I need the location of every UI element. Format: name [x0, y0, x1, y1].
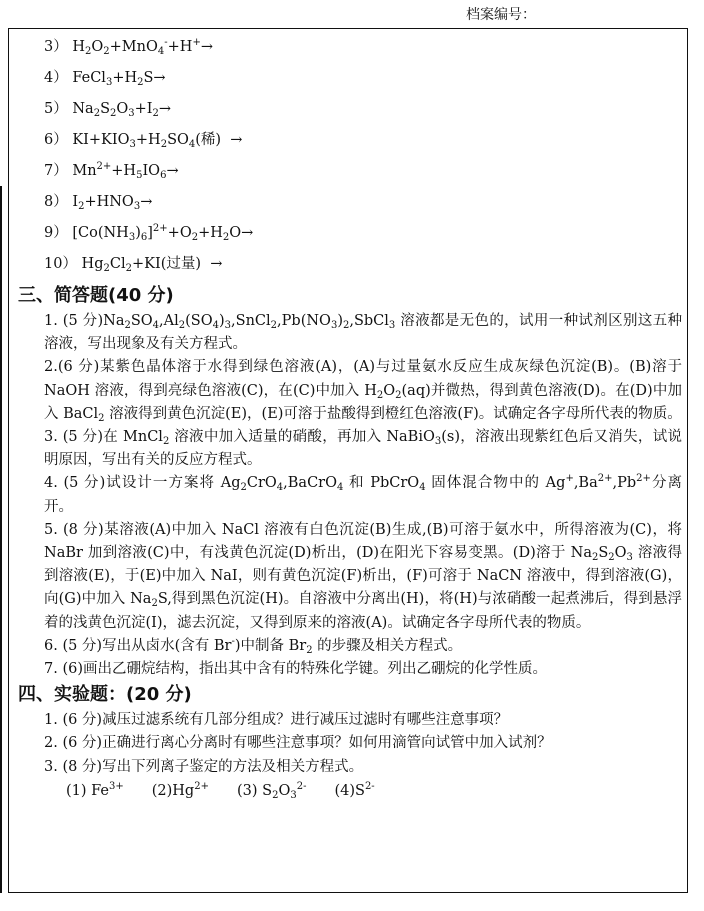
reaction-formula: $FeCl_3+H_2S\to$ [67, 70, 166, 88]
question-item: 1. (6 分)减压过滤系统有几部分组成？进行减压过滤时有哪些注意事项？ [44, 712, 509, 729]
reaction-item [44, 189, 686, 220]
ion-item: $(2)Hg^{2+}$ [151, 780, 209, 799]
question-item: 7. (6)画出乙硼烷结构，指出其中含有的特殊化学键。列出乙硼烷的化学性质。 [44, 661, 547, 678]
reaction-list [18, 34, 686, 282]
reaction-formula: $Na_2S_2O_3+I_2\to$ [67, 101, 172, 119]
reaction-number: 7） [44, 163, 68, 179]
question-item: 5. (8 分)某溶液(A)中加入 NaCl 溶液有白色沉淀(B)生成,(B)可溶于氨水中，所得溶液为(C)，将 NaBr 加到溶液(C)中，有浅黄色沉淀(D)析出，(D)在阳光下容易变黑。(D)溶于 $Na_2S_2O_3$ 溶液得到溶液(E)，于(E)中加入 NaI，则有黄色沉淀(F)析出，(F)可溶于 NaCN 溶液中，得到溶液(G)，向(G)中加入 $Na_2S$,得到黑色沉淀(H)。自溶液中分离出(H)，将(H)与浓硝酸一起煮沸后，得到悬浮着的浅黄色沉淀(I)，滤去沉淀，又得到原来的溶液(A)。试确定各字母所代表的物质。 [44, 521, 682, 631]
reaction-number: 6） [44, 132, 68, 148]
reaction-number: 8） [44, 194, 68, 210]
ion-list [66, 779, 686, 803]
reaction-item [44, 127, 686, 158]
reaction-formula: $[Co(NH_3)_6]^{2+}+O_2+H_2O\to$ [67, 223, 254, 243]
reaction-item [44, 251, 686, 282]
question-item: 2.(6 分)某紫色晶体溶于水得到绿色溶液(A)，(A)与过量氨水反应生成灰绿色沉淀(B)。(B)溶于 NaOH 溶液，得到亮绿色溶液(C)，在(C)中加入 $H_2O_2(aq)$并微热，得到黄色溶液(D)。在(D)中加入 BaCl$_2$ 溶液得到黄色沉淀(E)，(E)可溶于盐酸得到橙红色溶液(F)。试确定各字母所代表的物质。 [44, 359, 683, 424]
reaction-formula: $I_2+HNO_3\to$ [67, 194, 153, 212]
reaction-item [44, 65, 686, 96]
question-item: 2. (6 分)正确进行离心分离时有哪些注意事项？如何用滴管向试管中加入试剂？ [44, 735, 552, 752]
ion-item: $(4)S^{2-}$ [334, 780, 375, 799]
ion-item: (1) $Fe^{3+}$ [66, 780, 124, 799]
short-answer-list [18, 310, 686, 681]
reaction-formula: $H_2O_2+MnO_4^-+H^+\to$ [67, 37, 213, 57]
reaction-item [44, 34, 686, 65]
left-margin-rule [0, 186, 2, 893]
experiment-question-list [18, 709, 686, 779]
question-item: 6. (5 分)写出从卤水(含有 Br-)中制备 $Br_2$ 的步骤及相关方程式。 [44, 635, 463, 656]
section-4-title: 四、实验题：(20 分) [18, 684, 192, 706]
question-item: 1. (5 分)$Na_2SO_4,Al_2(SO_4)_3,SnCl_2,Pb(NO_3)_2,SbCl_3$ 溶液都是无色的，试用一种试剂区别这五种溶液，写出现象及有关方程式。 [44, 313, 682, 353]
section-3-title: 三、简答题(40 分) [18, 285, 174, 306]
archive-number-label: 档案编号： [466, 7, 536, 23]
reaction-item [44, 158, 686, 189]
reaction-formula: $KI+KIO_3+H_2SO_4$(稀) → [67, 132, 243, 150]
reaction-formula: $Hg_2Cl_2+KI$(过量) → [76, 256, 223, 274]
reaction-number: 3） [44, 39, 68, 55]
reaction-item [44, 220, 686, 251]
reaction-number: 10） [44, 256, 77, 272]
reaction-formula: $Mn^{2+}+H_5IO_6\to$ [67, 161, 179, 181]
reaction-number: 5） [44, 101, 68, 117]
reaction-item [44, 96, 686, 127]
question-item: 4. (5 分)试设计一方案将 $Ag_2CrO_4,BaCrO_4$ 和 PbCrO$_4$ 固体混合物中的 $Ag^+,Ba^{2+},Pb^{2+}$分离开。 [44, 473, 682, 515]
exam-content [18, 34, 686, 803]
question-item: 3. (5 分)在 MnCl$_2$ 溶液中加入适量的硝酸，再加入 NaBiO$_3$(s)，溶液出现紫红色后又消失，试说明原因，写出有关的反应方程式。 [44, 429, 682, 469]
question-item: 3. (8 分)写出下列离子鉴定的方法及相关方程式。 [44, 758, 364, 775]
reaction-number: 4） [44, 70, 68, 86]
ion-item: (3) $S_2O_3^{2-}$ [236, 780, 307, 801]
reaction-number: 9） [44, 225, 68, 241]
